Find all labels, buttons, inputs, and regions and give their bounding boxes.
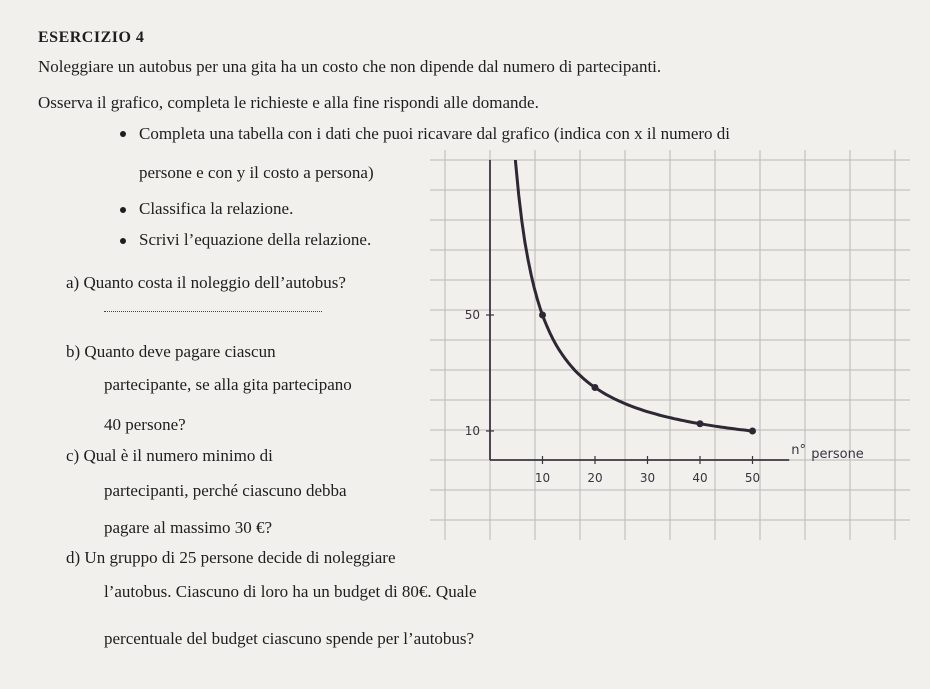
x-tick-label: 20 [587,471,603,485]
x-tick-label: 10 [534,471,551,485]
question-b-line-1: b) Quanto deve pagare ciascun [66,342,276,361]
intro-line-2: Osserva il grafico, completa le richieste e alla fine rispondi alle domande. [38,93,539,112]
question-c-line-3: pagare al massimo 30 €? [104,518,273,537]
question-d-line-1: d) Un gruppo di 25 persone decide di noleggiare [66,548,396,567]
x-axis-label: persone [811,447,864,462]
intro-line-1: Noleggiare un autobus per una gita ha un costo che non dipende dal numero di partecipanti. [38,57,662,76]
question-a: a) Quanto costa il noleggio dell’autobus? [66,273,346,292]
question-b-line-2: partecipante, se alla gita partecipano [104,375,352,394]
data-point [749,428,756,435]
bullet-1-line-1: Completa una tabella con i dati che puoi ricavare dal grafico (indica con x il numero di [139,124,730,143]
question-c-line-2: partecipanti, perché ciascuno debba [104,481,347,500]
data-point [697,420,704,427]
x-tick-label: 40 [692,471,708,485]
data-point [539,312,546,319]
bullet-dot [120,238,126,244]
y-tick-label: 50 [464,308,480,322]
data-point [592,384,599,391]
question-c-line-1: c) Qual è il numero minimo di [66,446,273,465]
question-d-line-3: percentuale del budget ciascuno spende per l’autobus? [104,629,475,648]
question-d-line-2: l’autobus. Ciascuno di loro ha un budget di 80€. Quale [104,582,477,601]
x-tick-label: 50 [744,471,761,485]
cost-per-person-chart [440,160,910,520]
question-b-line-3: 40 persone? [104,415,186,434]
x-axis-symbol: n° [791,443,806,458]
bullet-dot [120,207,126,213]
y-tick-label: 10 [464,424,480,438]
curve-line [503,160,752,431]
answer-line-a[interactable] [104,311,322,312]
bullet-3: Scrivi l’equazione della relazione. [139,230,372,249]
bullet-1-line-2: persone e con y il costo a persona) [139,163,374,182]
bullet-dot [120,131,126,137]
x-tick-label: 30 [639,471,656,485]
exercise-title: ESERCIZIO 4 [38,29,145,46]
bullet-2: Classifica la relazione. [139,199,294,218]
